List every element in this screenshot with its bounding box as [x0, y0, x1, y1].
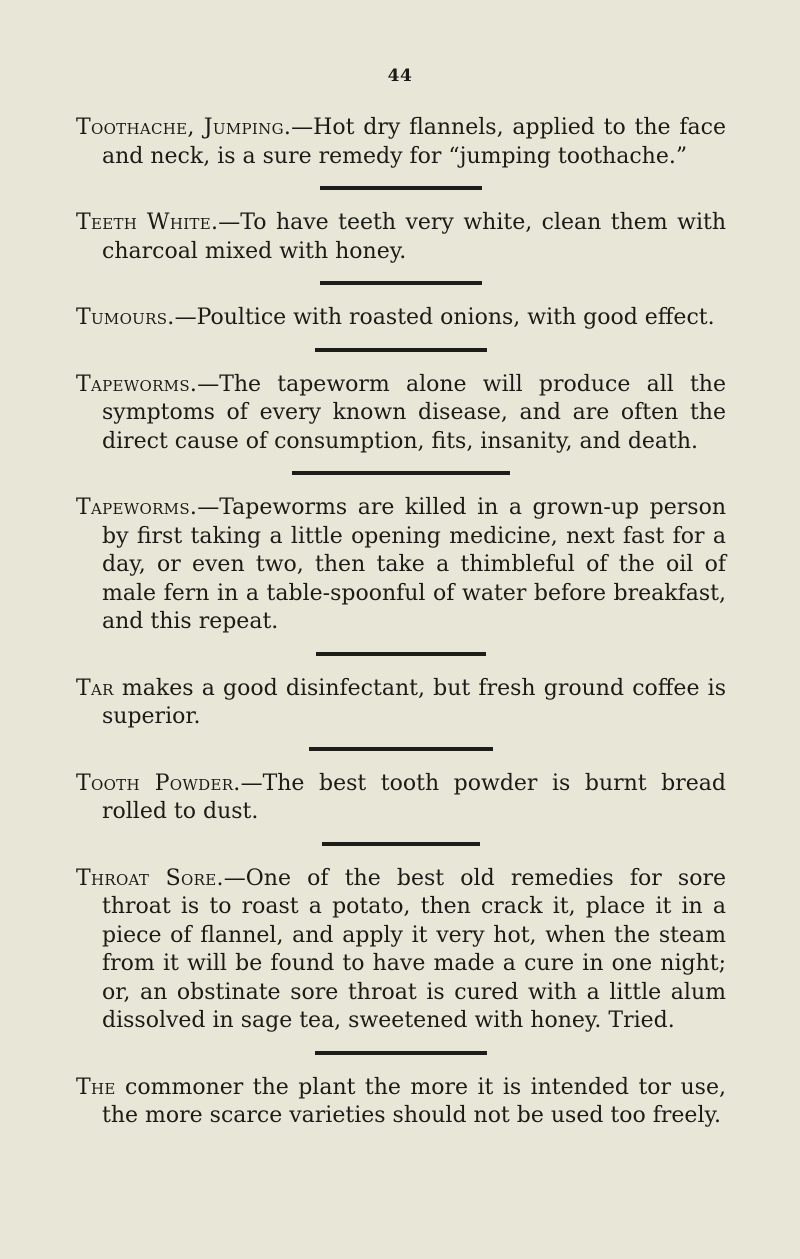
entry-text: —To have teeth very white, clean them with charcoal mixed with honey. — [102, 210, 726, 264]
entry-tumours — [76, 304, 726, 333]
entry-tapeworms-symptoms — [76, 371, 726, 457]
entry-heading: Tapeworms. — [76, 495, 198, 520]
page-content — [76, 114, 726, 1131]
separator-rule — [315, 1051, 487, 1055]
separator-rule — [309, 747, 493, 751]
entry-text: —The best tooth powder is burnt bread rolled to dust. — [102, 770, 726, 824]
entry-toothache-jumping — [76, 114, 726, 171]
entry-text: —Poultice with roasted onions, with good effect. — [174, 305, 715, 330]
entry-heading: Teeth White. — [76, 210, 219, 235]
entry-heading: Tar — [76, 675, 114, 701]
entry-tooth-powder — [76, 770, 726, 827]
entry-text: —One of the best old remedies for sore throat is to roast a potato, then crack it, place it in a piece of flannel, and apply it very hot, when the steam from it will be found to have made a cure in one night; or, an obstinate sore throat is cured with a little alum dissolved in sage tea, sweetened with honey. Tried. — [102, 865, 727, 1033]
entry-heading: Tumours. — [76, 305, 175, 330]
entry-heading: Toothache, Jumping. — [76, 115, 292, 140]
separator-rule — [322, 842, 480, 846]
entry-heading: The — [76, 1074, 116, 1100]
entry-tar — [76, 675, 726, 732]
page-number: 44 — [387, 66, 413, 86]
entry-commoner-plant — [76, 1074, 726, 1131]
separator-rule — [315, 348, 487, 352]
entry-text: —The tapeworm alone will produce all the symptoms of every known disease, and are often the direct cause of consumption, fits, insanity, and death. — [102, 371, 726, 454]
entry-text: commoner the plant the more it is intended tor use, the more scarce varieties should not be used too freely. — [102, 1074, 726, 1128]
entry-text: —Tapeworms are killed in a grown-up person by first taking a little opening medicine, next fast for a day, or even two, then take a thimbleful of the oil of male fern in a table-spoonful of water before breakfast, and this repeat. — [102, 495, 726, 634]
separator-rule — [320, 281, 482, 285]
entry-heading: Throat Sore. — [76, 865, 224, 891]
entry-text: makes a good disinfectant, but fresh ground coffee is superior. — [102, 675, 726, 729]
entry-tapeworms-cure — [76, 494, 726, 637]
entry-throat-sore — [76, 865, 726, 1036]
separator-rule — [320, 186, 482, 190]
entry-heading: Tapeworms. — [76, 371, 198, 397]
separator-rule — [316, 652, 486, 656]
entry-heading: Tooth Powder. — [76, 770, 241, 796]
entry-text: —Hot dry flannels, applied to the face and neck, is a sure remedy for “jumping toothache.” — [102, 115, 726, 169]
entry-teeth-white — [76, 209, 726, 266]
separator-rule — [292, 471, 510, 475]
